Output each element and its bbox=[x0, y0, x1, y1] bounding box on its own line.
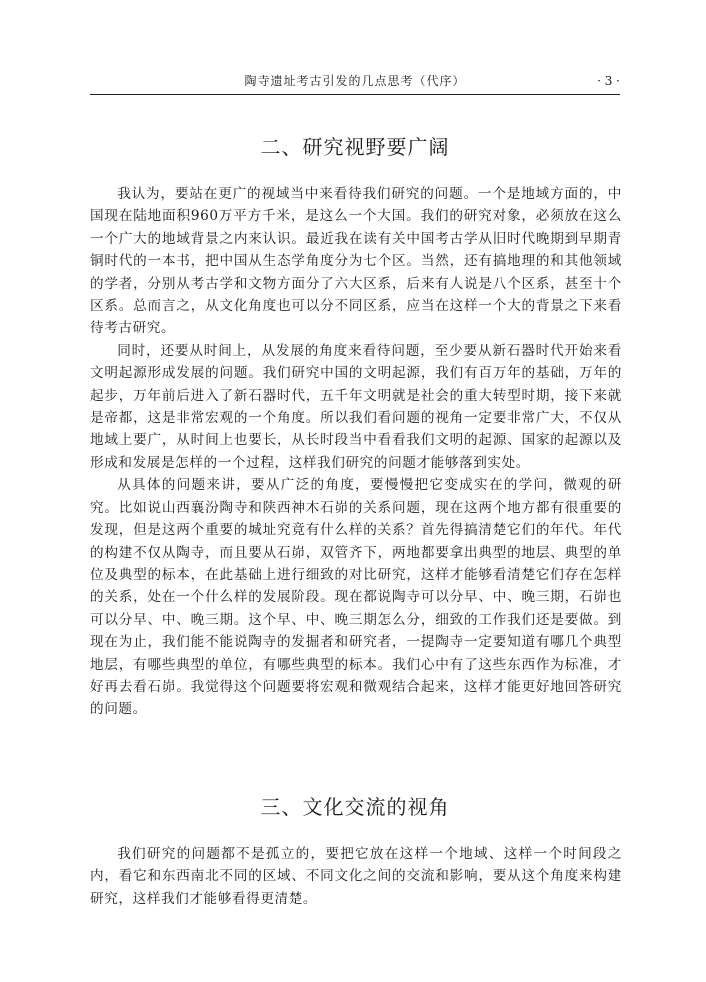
header-rule bbox=[90, 94, 620, 95]
section-body-research-vision bbox=[90, 183, 622, 721]
page-number: · 3 · bbox=[597, 74, 620, 88]
paragraph: 同时，还要从时间上，从发展的角度来看待问题，至少要从新石器时代开始来看文明起源形成发展的问题。我们研究中国的文明起源，我们有百万年的基础，万年的起步，万年前后进入了新石器时代，五千年文明就是社会的重大转型时期，接下来就是帝都，这是非常宏观的一个角度。所以我们看问题的视角一定要非常广大，不仅从地域上要广，从时间上也要长，从长时段当中看看我们文明的起源、国家的起源以及形成和发展是怎样的一个过程，这样我们研究的问题才能够落到实处。 bbox=[90, 342, 622, 471]
running-header bbox=[90, 71, 620, 91]
section-body-cultural-exchange bbox=[90, 843, 622, 910]
running-title: 陶寺遗址考古引发的几点思考（代序） bbox=[244, 74, 466, 88]
paragraph: 从具体的问题来讲，要从广泛的角度，要慢慢把它变成实在的学问，微观的研究。比如说山西襄汾陶寺和陕西神木石峁的关系问题，现在这两个地方都有很重要的发现，但是这两个重要的城址究竟有什么样的关系？首先得搞清楚它们的年代。年代的构建不仅从陶寺，而且要从石峁，双管齐下，两地都要拿出典型的地层、典型的单位及典型的标本，在此基础上进行细致的对比研究，这样才能够看清楚它们存在怎样的关系，处在一个什么样的发展阶段。现在都说陶寺可以分早、中、晚三期，石峁也可以分早、中、晚三期。这个早、中、晚三期怎么分，细致的工作我们还是要做。到现在为止，我们能不能说陶寺的发掘者和研究者，一提陶寺一定要知道有哪几个典型地层，有哪些典型的单位，有哪些典型的标本。我们心中有了这些东西作为标准，才好再去看石峁。我觉得这个问题要将宏观和微观结合起来，这样才能更好地回答研究的问题。 bbox=[90, 477, 622, 718]
section-heading-research-vision: 二、研究视野要广阔 bbox=[260, 135, 450, 159]
section-heading-cultural-exchange: 三、文化交流的视角 bbox=[260, 795, 450, 819]
paragraph: 我们研究的问题都不是孤立的，要把它放在这样一个地域、这样一个时间段之内，看它和东西南北不同的区域、不同文化之间的交流和影响，要从这个角度来构建研究，这样我们才能够看得更清楚。 bbox=[90, 846, 622, 907]
paragraph: 我认为，要站在更广的视域当中来看待我们研究的问题。一个是地域方面的，中国现在陆地面积960万平方千米，是这么一个大国。我们的研究对象，必须放在这么一个广大的地域背景之内来认识。最近我在读有关中国考古学从旧时代晚期到早期青铜时代的一本书，把中国从生态学角度分为七个区。当然，还有搞地理的和其他领域的学者，分别从考古学和文物方面分了六大区系，后来有人说是八个区系，甚至十个区系。总而言之，从文化角度也可以分不同区系，应当在这样一个大的背景之下来看待考古研究。 bbox=[90, 186, 622, 337]
